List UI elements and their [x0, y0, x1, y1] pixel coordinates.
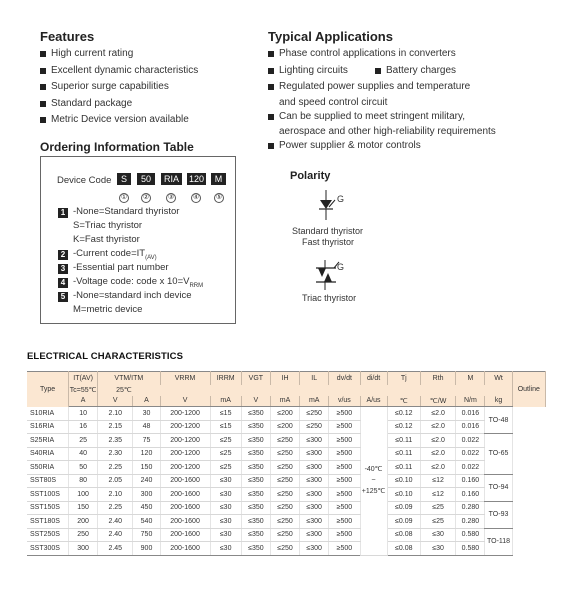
list-item-continuation: aerospace and other high-reliability requirements	[279, 126, 496, 138]
table-cell: 2.45	[98, 542, 133, 556]
table-cell: 16	[69, 420, 98, 434]
column-header: IH	[270, 372, 299, 385]
table-cell: 450	[133, 501, 160, 515]
list-item: Lighting circuits Battery charges	[268, 63, 496, 80]
table-cell: 200-1200	[160, 447, 210, 461]
table-cell: ≥500	[329, 515, 360, 529]
table-cell: ≤250	[300, 420, 329, 434]
table-cell: 200-1200	[160, 407, 210, 421]
table-cell: ≤350	[241, 528, 270, 542]
table-cell: 120	[133, 447, 160, 461]
unit-header: mA	[270, 396, 299, 407]
column-header: Wt	[485, 372, 512, 385]
unit-header: mA	[300, 396, 329, 407]
option-line: -None=Standard thyristor	[73, 206, 180, 217]
option-line: -None=standard inch device	[73, 290, 192, 301]
column-header: IRRM	[210, 372, 241, 385]
table-cell: ≤25	[210, 461, 241, 475]
table-cell: ≤250	[270, 501, 299, 515]
table-cell: ≤350	[241, 434, 270, 448]
table-cell: ≤15	[210, 420, 241, 434]
list-item: Can be supplied to meet stringent military,	[268, 109, 496, 126]
table-cell: 0.022	[456, 434, 485, 448]
table-cell: ≤25	[420, 501, 455, 515]
option-line: -Voltage code: code x $10=V_{RRM}$	[73, 276, 204, 289]
table-cell: ≤12	[420, 488, 455, 502]
table-cell: 100	[69, 488, 98, 502]
table-cell: ≤30	[420, 528, 455, 542]
table-cell: 2.15	[98, 420, 133, 434]
table-cell: 75	[133, 434, 160, 448]
column-header: IT(AV)	[69, 372, 98, 385]
table-cell: ≤350	[241, 420, 270, 434]
option-line: -Current $code=IT_{(AV)}$	[73, 248, 157, 261]
table-cell: ≤0.10	[387, 488, 420, 502]
option-line: S=Triac thyristor	[73, 220, 143, 231]
table-cell: ≤2.0	[420, 447, 455, 461]
table-cell: ≥500	[329, 501, 360, 515]
electrical-characteristics-title: ELECTRICAL CHARACTERISTICS	[27, 351, 184, 362]
table-row	[27, 501, 546, 515]
table-row	[27, 474, 546, 488]
table-cell: ≤250	[270, 515, 299, 529]
condition-header: 25℃	[98, 385, 513, 396]
condition-header: Tc=55℃	[69, 385, 98, 396]
ordering-table	[40, 156, 236, 324]
option-line: -Essential part number	[73, 262, 169, 273]
table-body	[27, 407, 546, 556]
table-row	[27, 542, 546, 556]
column-header: Type	[27, 372, 69, 407]
table-cell: ≤0.11	[387, 434, 420, 448]
table-cell: ≤0.12	[387, 407, 420, 421]
table-cell: S50RIA	[27, 461, 69, 475]
table-cell: ≤30	[210, 542, 241, 556]
table-cell: 750	[133, 528, 160, 542]
table-cell: ≤300	[300, 447, 329, 461]
ordering-heading: Ordering Information Table	[40, 140, 194, 154]
table-cell: 0.280	[456, 501, 485, 515]
table-cell: ≤0.10	[387, 474, 420, 488]
thyristor-label: Standard thyristor	[292, 226, 364, 236]
unit-header: v/us	[329, 396, 360, 407]
item-number: 1	[58, 208, 68, 218]
table-cell: 0.280	[456, 515, 485, 529]
tj-range-cell	[360, 407, 387, 556]
table-cell: 2.05	[98, 474, 133, 488]
list-item: High current rating	[40, 46, 198, 63]
table-cell: ≤350	[241, 461, 270, 475]
table-cell: SST250S	[27, 528, 69, 542]
table-cell: 2.35	[98, 434, 133, 448]
table-cell: 200-1200	[160, 461, 210, 475]
unit-header: A/us	[360, 396, 387, 407]
table-cell: ≤25	[210, 447, 241, 461]
electrical-characteristics-table	[27, 371, 546, 556]
table-cell: ≤250	[270, 474, 299, 488]
code-box: 120	[188, 174, 205, 184]
table-cell: S10RIA	[27, 407, 69, 421]
unit-header: ℃/W	[420, 396, 455, 407]
table-cell: 0.160	[456, 488, 485, 502]
table-cell: ≤250	[270, 461, 299, 475]
table-cell: ≤12	[420, 474, 455, 488]
table-cell: 2.25	[98, 501, 133, 515]
list-item: Superior surge capabilities	[40, 79, 198, 96]
table-cell: ≤250	[270, 447, 299, 461]
table-cell: ≤2.0	[420, 461, 455, 475]
gate-label: G	[337, 262, 345, 272]
table-row	[27, 528, 546, 542]
unit-header: N/m	[456, 396, 485, 407]
item-number: 4	[58, 278, 68, 288]
table-cell: 48	[133, 420, 160, 434]
table-cell: 80	[69, 474, 98, 488]
table-cell: ≤30	[420, 542, 455, 556]
unit-header: V	[160, 396, 210, 407]
outline-cell: TO-118	[485, 528, 512, 555]
table-cell: 2.25	[98, 461, 133, 475]
table-cell: 0.022	[456, 447, 485, 461]
table-cell: ≤250	[270, 542, 299, 556]
table-cell: ≥500	[329, 407, 360, 421]
table-cell: 300	[133, 488, 160, 502]
table-row	[27, 434, 546, 448]
column-header: dv/dt	[329, 372, 360, 385]
thyristor-label: Fast thyristor	[302, 237, 355, 247]
table-cell: ≥500	[329, 488, 360, 502]
option-line: M=metric device	[73, 304, 143, 315]
table-cell: ≤350	[241, 407, 270, 421]
unit-header: A	[133, 396, 160, 407]
code-box: RIA	[161, 173, 182, 185]
table-cell: ≤30	[210, 488, 241, 502]
index-marker: ⑤	[215, 194, 223, 201]
table-cell: 0.016	[456, 420, 485, 434]
index-marker: ③	[167, 194, 175, 201]
code-box: M	[211, 173, 226, 185]
index-marker: ②	[142, 194, 150, 201]
table-cell: SST100S	[27, 488, 69, 502]
table-cell: ≥500	[329, 447, 360, 461]
table-cell: ≤300	[300, 542, 329, 556]
table-cell: 0.160	[456, 474, 485, 488]
unit-header: ℃	[387, 396, 420, 407]
table-cell: ≤350	[241, 501, 270, 515]
table-cell: ≤2.0	[420, 420, 455, 434]
table-cell: SST80S	[27, 474, 69, 488]
column-header: VGT	[241, 372, 270, 385]
column-header: Rth	[420, 372, 455, 385]
table-row	[27, 515, 546, 529]
table-cell: 2.40	[98, 515, 133, 529]
table-cell: ≤25	[420, 515, 455, 529]
table-cell: 0.022	[456, 461, 485, 475]
table-cell: ≤30	[210, 528, 241, 542]
code-box: S	[117, 173, 131, 185]
list-item: Phase control applications in converters	[268, 46, 496, 63]
table-cell: ≤250	[270, 434, 299, 448]
table-cell: 200-1600	[160, 542, 210, 556]
table-cell: 25	[69, 434, 98, 448]
table-cell: ≥500	[329, 542, 360, 556]
table-cell: 200-1600	[160, 501, 210, 515]
table-cell: 10	[69, 407, 98, 421]
table-cell: 0.580	[456, 528, 485, 542]
table-cell: ≤350	[241, 447, 270, 461]
tj-range-text: -40℃	[364, 466, 383, 474]
list-item: Metric Device version available	[40, 112, 198, 129]
option-line: K=Fast thyristor	[73, 234, 140, 245]
outline-cell: TO-93	[485, 501, 512, 528]
table-cell: ≤300	[300, 461, 329, 475]
table-cell: S25RIA	[27, 434, 69, 448]
table-cell: 200-1600	[160, 474, 210, 488]
table-cell: ≤300	[300, 528, 329, 542]
unit-header: mA	[210, 396, 241, 407]
unit-header: V	[241, 396, 270, 407]
column-header: M	[456, 372, 485, 385]
table-cell: 200-1600	[160, 515, 210, 529]
table-cell: ≤2.0	[420, 407, 455, 421]
table-cell: ≥500	[329, 461, 360, 475]
triac-label: Triac thyristor	[302, 293, 357, 303]
table-cell: ≥500	[329, 528, 360, 542]
table-row	[27, 420, 546, 434]
index-marker: ④	[192, 194, 200, 201]
table-cell: ≤250	[300, 407, 329, 421]
column-header: di/dt	[360, 372, 387, 385]
table-cell: 200-1200	[160, 420, 210, 434]
list-item: Regulated power supplies and temperature	[268, 79, 496, 96]
table-cell: ≤250	[270, 488, 299, 502]
table-cell: ≥500	[329, 434, 360, 448]
table-cell: ≤200	[270, 420, 299, 434]
table-cell: 300	[69, 542, 98, 556]
item-number: 5	[58, 292, 68, 302]
table-cell: 2.10	[98, 488, 133, 502]
table-cell: ≥500	[329, 474, 360, 488]
unit-header: V	[98, 396, 133, 407]
table-cell: ≤15	[210, 407, 241, 421]
table-cell: 240	[133, 474, 160, 488]
applications-heading: Typical Applications	[268, 29, 393, 44]
table-cell: ≤0.12	[387, 420, 420, 434]
table-cell: ≤30	[210, 474, 241, 488]
unit-header: kg	[485, 396, 512, 407]
table-cell: 2.10	[98, 407, 133, 421]
table-cell: ≤300	[300, 474, 329, 488]
table-cell: 50	[69, 461, 98, 475]
table-cell: 540	[133, 515, 160, 529]
table-cell: S16RIA	[27, 420, 69, 434]
table-cell: ≤300	[300, 488, 329, 502]
table-cell: 250	[69, 528, 98, 542]
list-item: Standard package	[40, 96, 198, 113]
table-cell: 200-1200	[160, 434, 210, 448]
table-cell: 2.40	[98, 528, 133, 542]
device-code-label: Device Code	[57, 175, 112, 186]
applications-list	[268, 46, 496, 155]
list-item: Excellent dynamic characteristics	[40, 63, 198, 80]
column-header: VTM/ITM	[98, 372, 160, 385]
table-cell: ≥500	[329, 420, 360, 434]
table-cell: ≤0.08	[387, 528, 420, 542]
table-row	[27, 447, 546, 461]
tj-range-text: +125℃	[361, 488, 386, 496]
table-cell: 900	[133, 542, 160, 556]
table-cell: S40RIA	[27, 447, 69, 461]
table-cell: 0.580	[456, 542, 485, 556]
table-cell: 200-1600	[160, 528, 210, 542]
outline-cell: TO-65	[485, 434, 512, 475]
table-cell: 0.016	[456, 407, 485, 421]
item-number: 3	[58, 264, 68, 274]
table-cell: ≤350	[241, 542, 270, 556]
column-header: Outline	[512, 372, 545, 407]
index-marker: ①	[120, 194, 128, 201]
table-cell: SST300S	[27, 542, 69, 556]
table-cell: ≤2.0	[420, 434, 455, 448]
table-row	[27, 407, 546, 421]
table-cell: SST150S	[27, 501, 69, 515]
table-cell: 2.30	[98, 447, 133, 461]
item-number: 2	[58, 250, 68, 260]
outline-cell: TO-48	[485, 407, 512, 434]
table-cell: ≤0.09	[387, 501, 420, 515]
table-cell: ≤300	[300, 501, 329, 515]
column-header: Tj	[387, 372, 420, 385]
table-cell: ≤0.11	[387, 461, 420, 475]
features-heading: Features	[40, 29, 95, 44]
column-header: VRRM	[160, 372, 210, 385]
polarity-heading: Polarity	[290, 170, 331, 182]
features-list	[40, 46, 198, 129]
list-item: Battery charges	[375, 63, 456, 80]
list-item: Power supplier & motor controls	[268, 138, 496, 155]
table-cell: ≤30	[210, 515, 241, 529]
table-cell: 150	[69, 501, 98, 515]
table-cell: 200-1600	[160, 488, 210, 502]
table-row	[27, 488, 546, 502]
table-row	[27, 461, 546, 475]
table-cell: 150	[133, 461, 160, 475]
table-cell: ≤300	[300, 515, 329, 529]
code-box: 50	[137, 173, 155, 185]
table-cell: ≤200	[270, 407, 299, 421]
table-cell: 30	[133, 407, 160, 421]
table-cell: 40	[69, 447, 98, 461]
list-item-continuation: and speed control circuit	[279, 96, 388, 108]
table-cell: ≤0.09	[387, 515, 420, 529]
column-header: IL	[300, 372, 329, 385]
table-cell: ≤250	[270, 528, 299, 542]
unit-header: A	[69, 396, 98, 407]
tj-range-text: ~	[371, 477, 376, 485]
table-cell: ≤300	[300, 434, 329, 448]
table-cell: 200	[69, 515, 98, 529]
table-cell: ≤350	[241, 474, 270, 488]
table-cell: ≤0.08	[387, 542, 420, 556]
table-cell: ≤350	[241, 488, 270, 502]
table-cell: SST180S	[27, 515, 69, 529]
gate-label: G	[337, 194, 345, 204]
outline-cell: TO-94	[485, 474, 512, 501]
table-cell: ≤30	[210, 501, 241, 515]
table-cell: ≤25	[210, 434, 241, 448]
table-cell: ≤0.11	[387, 447, 420, 461]
table-cell: ≤350	[241, 515, 270, 529]
